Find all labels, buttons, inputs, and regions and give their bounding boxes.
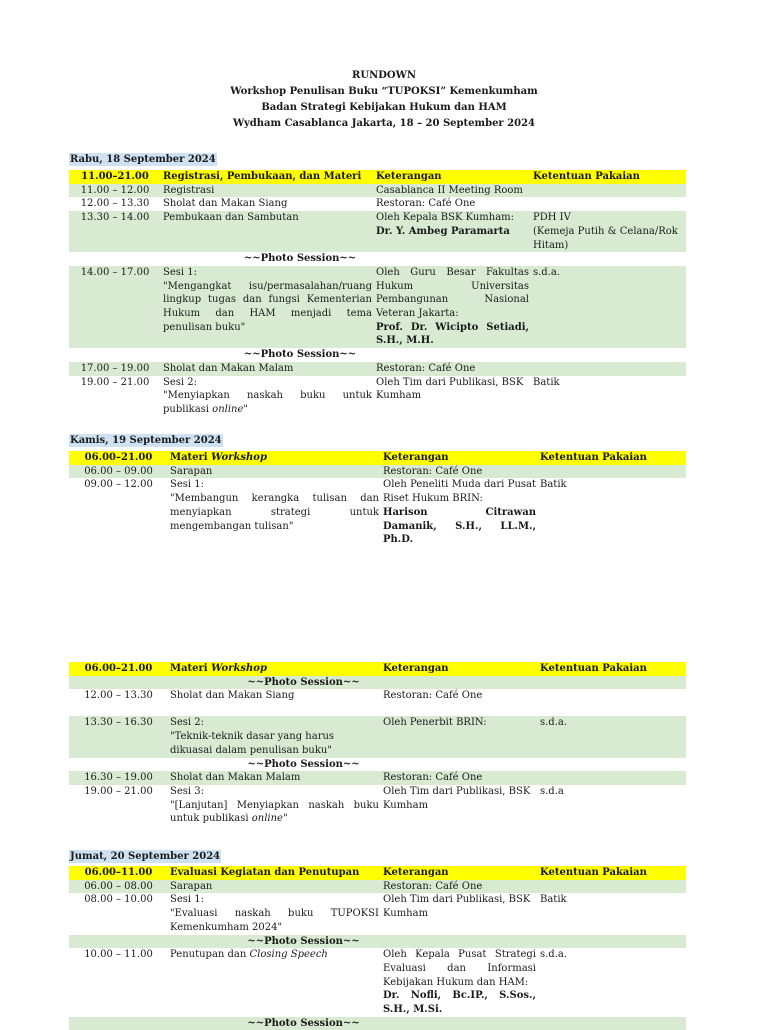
photo-session-row: [69, 935, 686, 949]
header-cell-activity: Materi Workshop: [168, 662, 381, 676]
time-cell: 10.00 – 11.00: [69, 948, 168, 1017]
dress-cell: [531, 197, 686, 211]
day-label-jumat: Jumat, 20 September 2024: [70, 851, 221, 862]
notes-text: Oleh Peneliti Muda dari Pusat Riset Hukum BRIN:: [383, 479, 536, 505]
notes-cell: [381, 478, 538, 547]
time-cell: 12.00 – 13.30: [69, 689, 168, 716]
dress-cell: [531, 362, 686, 376]
activity-cell: Sholat dan Makan Malam: [168, 771, 381, 785]
photo-session-row: [69, 252, 686, 266]
photo-session-row: [69, 758, 686, 772]
notes-cell: Casablanca II Meeting Room: [374, 184, 531, 198]
schedule-table-day3: [69, 866, 686, 1030]
activity-cell: Sarapan: [168, 465, 381, 479]
header-cell-dress: Ketentuan Pakaian: [538, 866, 686, 880]
time-cell: 13.30 – 16.30: [69, 716, 168, 757]
header-cell-notes: Keterangan: [374, 170, 531, 184]
dress-cell: [538, 880, 686, 894]
header-cell-activity: Evaluasi Kegiatan dan Penutupan: [168, 866, 381, 880]
table-row: [69, 362, 686, 376]
table-row: [69, 948, 686, 1017]
dress-detail: (Kemeja Putih & Celana/Rok Hitam): [533, 225, 678, 251]
activity-cell: [161, 376, 374, 417]
activity-cell: [168, 716, 381, 757]
header-agency: Badan Strategi Kebijakan Hukum dan HAM: [261, 102, 507, 113]
header-cell-time: 06.00–21.00: [69, 451, 168, 465]
time-cell: 11.00 – 12.00: [69, 184, 161, 198]
dress-code: PDH IV: [533, 212, 571, 224]
photo-session-row: [69, 1017, 686, 1030]
dress-cell: s.d.a.: [538, 948, 686, 1017]
dress-cell: [531, 211, 686, 252]
activity-cell: Penutupan dan Closing Speech: [168, 948, 381, 1017]
document-header: [0, 68, 768, 132]
dress-cell: Batik: [531, 376, 686, 417]
notes-cell: Restoran: Café One: [381, 689, 538, 716]
header-cell-notes: Keterangan: [381, 662, 538, 676]
schedule-table-day2-continued: [69, 662, 686, 826]
photo-session-label: ~~Photo Session~~: [69, 676, 538, 690]
speaker-name: Dr. Nofli, Bc.IP., S.Sos., S.H., M.Si.: [383, 990, 536, 1016]
session-title-italic: online: [212, 403, 244, 415]
activity-cell: Sholat dan Makan Siang: [161, 197, 374, 211]
session-title: "Menyiapkan naskah buku untuk publikasi: [163, 390, 372, 415]
schedule-table-day1: [69, 170, 686, 417]
activity-cell: [168, 893, 381, 934]
session-title-italic: online: [251, 813, 283, 825]
dress-cell: [538, 689, 686, 716]
session-number: Sesi 1:: [170, 479, 205, 491]
time-cell: 06.00 – 09.00: [69, 465, 168, 479]
session-title: "Evaluasi naskah buku TUPOKSI Kemenkumham 2024": [170, 908, 379, 933]
table-header-row: [69, 451, 686, 465]
table-header-row: [69, 170, 686, 184]
table-row: [69, 197, 686, 211]
photo-session-label: ~~Photo Session~~: [69, 935, 538, 949]
dress-cell: s.d.a: [538, 785, 686, 826]
time-cell: 06.00 – 08.00: [69, 880, 168, 894]
dress-cell: Batik: [538, 893, 686, 934]
notes-text: Oleh Kepala BSK Kumham:: [376, 212, 515, 224]
day-label-rabu: Rabu, 18 September 2024: [70, 154, 216, 165]
speaker-name: Harison Citrawan Damanik, S.H., LL.M., Ph.D.: [383, 506, 536, 546]
closing-speech-italic: Closing Speech: [249, 949, 328, 961]
session-number: Sesi 1:: [170, 894, 205, 906]
time-cell: 17.00 – 19.00: [69, 362, 161, 376]
notes-cell: Restoran: Café One: [381, 465, 538, 479]
session-title: "[Lanjutan] Menyiapkan naskah buku untuk publikasi: [170, 799, 379, 825]
dress-cell: s.d.a.: [531, 266, 686, 348]
photo-session-label: ~~Photo Session~~: [69, 252, 531, 266]
activity-cell: Sholat dan Makan Malam: [161, 362, 374, 376]
schedule-table-day2: [69, 451, 686, 547]
table-row: [69, 211, 686, 252]
header-cell-activity: Registrasi, Pembukaan, dan Materi: [161, 170, 374, 184]
notes-cell: [374, 266, 531, 348]
table-header-row: [69, 662, 686, 676]
notes-cell: Oleh Tim dari Publikasi, BSK Kumham: [381, 785, 538, 826]
table-row: [69, 880, 686, 894]
dress-cell: Batik: [538, 478, 686, 547]
notes-text: Oleh Kepala Pusat Strategi Evaluasi dan Informasi Kebijakan Hukum dan HAM:: [383, 949, 536, 988]
notes-cell: Oleh Tim dari Publikasi, BSK Kumham: [381, 893, 538, 934]
activity-cell: Sholat dan Makan Siang: [168, 689, 381, 716]
session-title-end: ": [243, 403, 248, 415]
activity-cell: Sarapan: [168, 880, 381, 894]
notes-cell: Restoran: Café One: [374, 362, 531, 376]
activity-cell: Registrasi: [161, 184, 374, 198]
header-cell-dress: Ketentuan Pakaian: [538, 662, 686, 676]
header-cell-activity: Materi Workshop: [168, 451, 381, 465]
header-italic: Workshop: [211, 663, 267, 674]
table-row: [69, 771, 686, 785]
session-title: "Teknik-teknik dasar yang harus dikuasai dalam penulisan buku": [170, 731, 335, 756]
session-number: Sesi 2:: [163, 376, 198, 388]
activity-cell: [168, 478, 381, 547]
header-cell-time: 11.00–21.00: [69, 170, 161, 184]
table-row: [69, 785, 686, 826]
header-title: RUNDOWN: [352, 70, 416, 81]
photo-session-row: [69, 348, 686, 362]
dress-cell: [538, 771, 686, 785]
header-venue-date: Wydham Casablanca Jakarta, 18 – 20 September 2024: [232, 118, 536, 129]
time-cell: 14.00 – 17.00: [69, 266, 161, 348]
dress-cell: [531, 184, 686, 198]
table-row: [69, 376, 686, 417]
table-row: [69, 478, 686, 547]
time-cell: 16.30 – 19.00: [69, 771, 168, 785]
time-cell: 13.30 – 14.00: [69, 211, 161, 252]
header-cell-notes: Keterangan: [381, 451, 538, 465]
speaker-name: Prof. Dr. Wicipto Setiadi, S.H., M.H.: [376, 321, 529, 347]
time-cell: 19.00 – 21.00: [69, 376, 161, 417]
dress-cell: [538, 465, 686, 479]
session-title-end: ": [282, 813, 288, 825]
table-row: [69, 689, 686, 716]
day-label-kamis: Kamis, 19 September 2024: [70, 435, 222, 446]
photo-session-label: ~~Photo Session~~: [69, 1017, 538, 1030]
table-row: [69, 266, 686, 348]
time-cell: 19.00 – 21.00: [69, 785, 168, 826]
dress-cell: s.d.a.: [538, 716, 686, 757]
notes-cell: Oleh Tim dari Publikasi, BSK Kumham: [374, 376, 531, 417]
session-number: Sesi 3:: [170, 785, 205, 797]
table-row: [69, 465, 686, 479]
notes-cell: [374, 211, 531, 252]
table-header-row: [69, 866, 686, 880]
notes-text: Oleh Guru Besar Fakultas Hukum Universitas Pembangunan Nasional Veteran Jakarta:: [376, 266, 529, 320]
table-row: [69, 893, 686, 934]
photo-session-label: ~~Photo Session~~: [69, 758, 538, 772]
time-cell: 12.00 – 13.30: [69, 197, 161, 211]
notes-cell: Restoran: Café One: [374, 197, 531, 211]
table-row: [69, 184, 686, 198]
session-number: Sesi 2:: [170, 717, 205, 729]
session-number: Sesi 1:: [163, 266, 198, 278]
speaker-name: Dr. Y. Ambeg Paramarta: [376, 225, 510, 237]
time-cell: 09.00 – 12.00: [69, 478, 168, 547]
notes-cell: Oleh Penerbit BRIN:: [381, 716, 538, 757]
header-cell-time: 06.00–11.00: [69, 866, 168, 880]
session-title: "Membangun kerangka tulisan dan menyiapkan strategi untuk mengembangan tulisan": [170, 493, 379, 532]
notes-cell: Restoran: Café One: [381, 880, 538, 894]
header-italic: Workshop: [211, 452, 267, 463]
activity-cell: Pembukaan dan Sambutan: [161, 211, 374, 252]
header-cell-dress: Ketentuan Pakaian: [531, 170, 686, 184]
header-cell-time: 06.00–21.00: [69, 662, 168, 676]
header-cell-notes: Keterangan: [381, 866, 538, 880]
activity-cell: [161, 266, 374, 348]
photo-session-label: ~~Photo Session~~: [69, 348, 531, 362]
activity-cell: [168, 785, 381, 826]
header-event: Workshop Penulisan Buku “TUPOKSI” Kemenkumham: [230, 86, 538, 97]
photo-session-row: [69, 676, 686, 690]
notes-cell: [381, 948, 538, 1017]
header-cell-dress: Ketentuan Pakaian: [538, 451, 686, 465]
time-cell: 08.00 – 10.00: [69, 893, 168, 934]
session-title: "Mengangkat isu/permasalahan/ruang lingkup tugas dan fungsi Kementerian Hukum dan HAM menjadi tema penulisan buku": [163, 280, 372, 333]
table-row: [69, 716, 686, 757]
notes-cell: Restoran: Café One: [381, 771, 538, 785]
